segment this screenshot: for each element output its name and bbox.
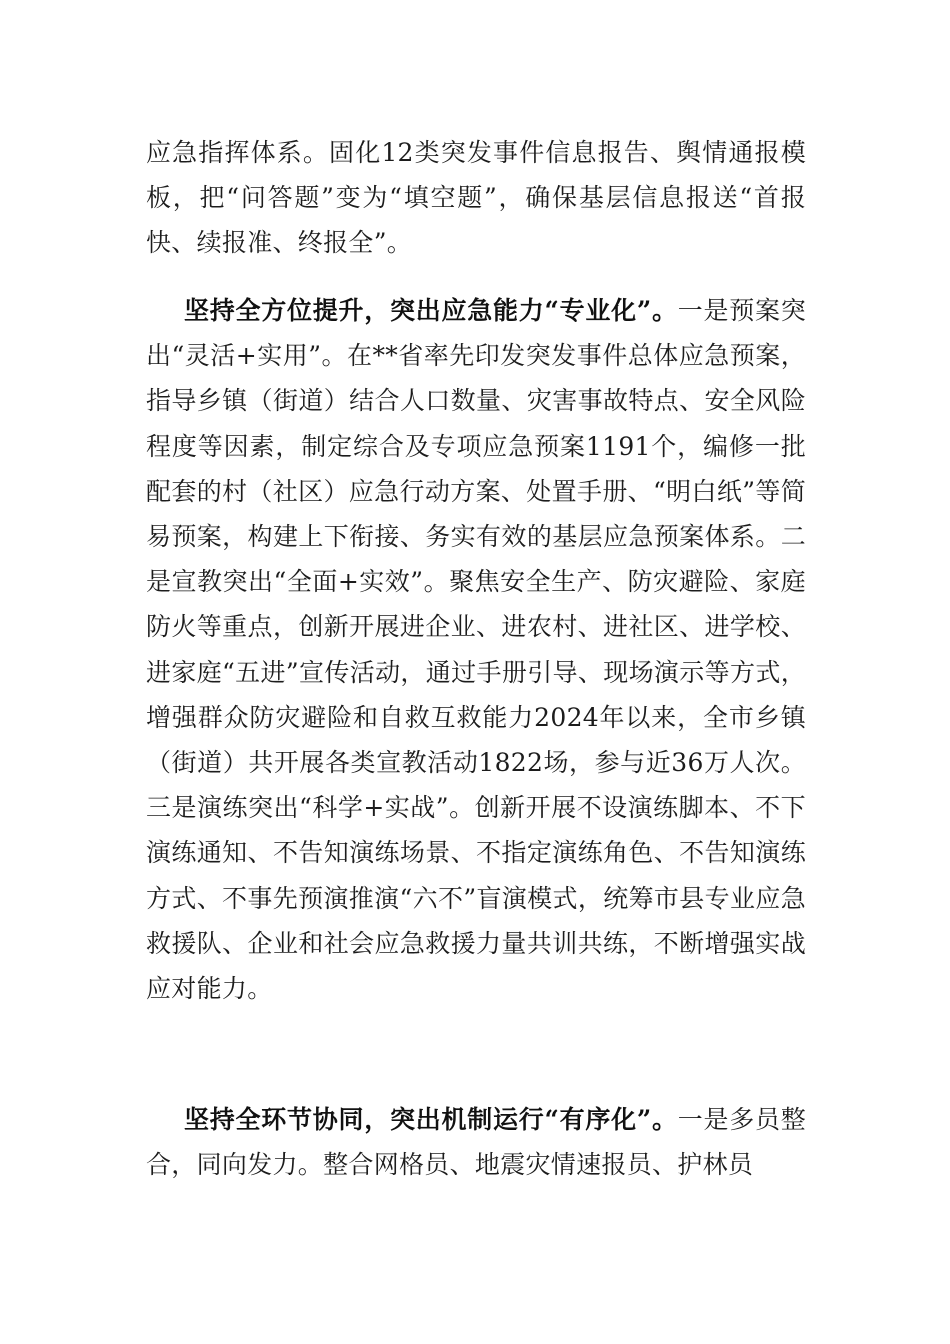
paragraph-2-text: 一是预案突出“灵活+实用”。在**省率先印发突发事件总体应急预案，指导乡镇（街道）结合人口数量、灾害事故特点、安全风险程度等因素，制定综合及专项应急预案1191个，编修一批配套的村（社区）应急行动方案、处置手册、“明白纸”等简易预案，构建上下衔接、务实有效的基层应急预案体系。二是宣教突出“全面+实效”。聚焦安全生产、防灾避险、家庭防火等重点，创新开展进企业、进农村、进社区、进学校、进家庭“五进”宣传活动，通过手册引导、现场演示等方式，增强群众防灾避险和自救互救能力2024年以来，全市乡镇（街道）共开展各类宣教活动1822场，参与近36万人次。三是演练突出“科学+实战”。创新开展不设演练脚本、不下演练通知、不告知演练场景、不指定演练角色、不告知演练方式、不事先预演推演“六不”盲演模式，统筹市县专业应急救援队、企业和社会应急救援力量共训共练，不断增强实战应对能力。 xyxy=(146,296,806,1004)
paragraph-3-lead: 坚持全环节协同，突出机制运行“有序化”。 xyxy=(184,1105,678,1134)
paragraph-2-lead: 坚持全方位提升，突出应急能力“专业化”。 xyxy=(184,296,678,325)
paragraph-3-text: 一是多员整合，同向发力。整合网格员、地震灾情速报员、护林员 xyxy=(146,1105,806,1180)
paragraph-2 xyxy=(146,288,806,1011)
paragraph-3 xyxy=(146,1097,806,1187)
paragraph-1 xyxy=(146,130,806,266)
paragraph-1-text: 应急指挥体系。固化12类突发事件信息报告、舆情通报模板，把“问答题”变为“填空题”，确保基层信息报送“首报快、续报准、终报全”。 xyxy=(146,138,806,258)
